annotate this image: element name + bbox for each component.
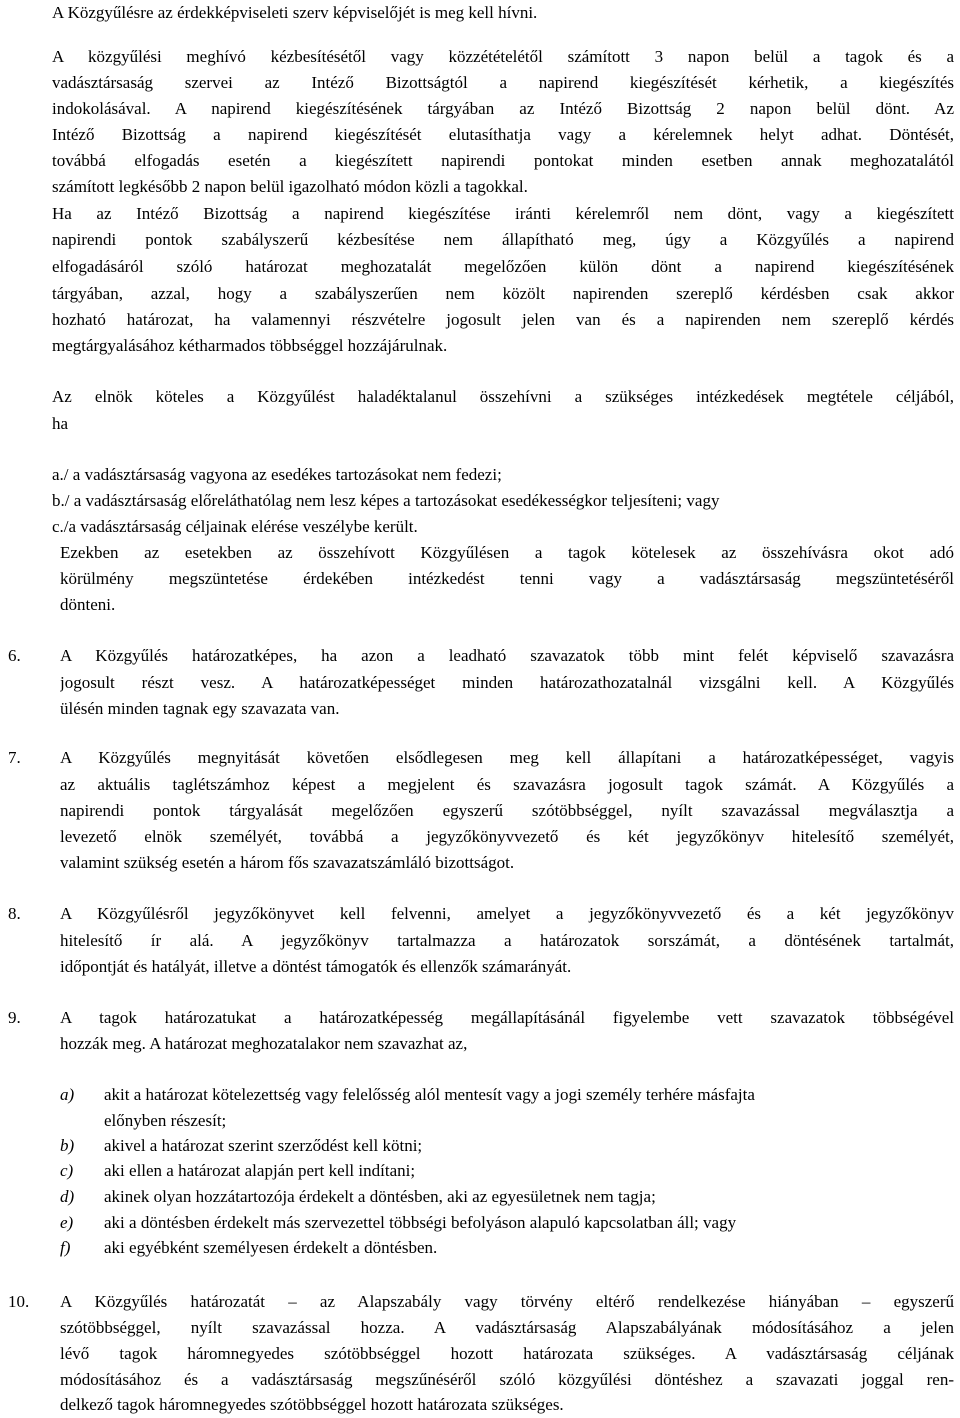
list-item: aki a döntésben érdekelt más szervezettel többségi befolyáson alapuló kapcsolatban áll; vagy — [104, 1213, 737, 1232]
list-item: előnyben részesít; — [104, 1111, 227, 1130]
text-line: ülésén minden tagnak egy szavazata van. — [60, 699, 340, 718]
text-line: napirendi pontok tárgyalását megelőzően egyszerű szótöbbséggel, nyílt szavazással megválasztja a — [60, 801, 954, 820]
text-line: megtárgyalásához kétharmados többséggel hozzájárulnak. — [52, 336, 448, 355]
text-line: napirendi pontok szabályszerű kézbesítése nem állapítható meg, úgy a Közgyűlés a napirend — [52, 230, 954, 249]
section-number: 7. — [8, 748, 21, 767]
text-line: szótöbbséggel, nyílt szavazással hozza. A vadásztársaság Alapszabályának módosításához a jelen — [60, 1318, 954, 1337]
text-line: A Közgyűlés határozatképes, ha azon a leadható szavazatok több mint felét képviselő szavazásra — [60, 646, 954, 665]
section-number: 6. — [8, 646, 21, 665]
text-line: ha — [52, 414, 69, 433]
text-line: hitelesítő ír alá. A jegyzőkönyv tartalmazza a határozatok sorszámát, a döntésének tartalmát, — [60, 931, 954, 950]
text-line: Az elnök köteles a Közgyűlést haladéktalanul összehívni a szükséges intézkedések megtétele céljából, — [52, 387, 954, 406]
list-label: d) — [60, 1187, 75, 1206]
text-line: vadásztársaság szervei az Intéző Bizottságtól a napirend kiegészítését kérhetik, a kiegészítés — [52, 73, 954, 92]
text-line: jogosult részt vesz. A határozatképességet minden határozathozatalnál vizsgálni kell. A Közgyűlés — [60, 673, 954, 692]
text-line: Ha az Intéző Bizottság a napirend kiegészítése iránti kérelemről nem dönt, vagy a kiegészített — [52, 204, 954, 223]
text-line: elfogadásáról szóló határozat meghozatalát megelőzően külön dönt a napirend kiegészítésének — [52, 257, 954, 276]
text-line: valamint szükség esetén a három fős szavazatszámláló bizottságot. — [60, 853, 515, 872]
section-number: 9. — [8, 1008, 21, 1027]
text-line: dönteni. — [60, 595, 116, 614]
text-line: tárgyában, azzal, hogy a szabályszerűen nem közölt napirenden szereplő kérdésben csak akkor — [52, 284, 954, 303]
list-item: akit a határozat kötelezettség vagy felelősség alól mentesít vagy a jogi személy terhére másfajta — [104, 1085, 755, 1104]
text-line: A tagok határozatukat a határozatképesség megállapításánál figyelembe vett szavazatok többségével — [60, 1008, 954, 1027]
list-item: akinek olyan hozzátartozója érdekelt a döntésben, aki az egyesületnek nem tagja; — [104, 1187, 656, 1206]
text-line: körülmény megszüntetése érdekében intézkedést tenni vagy a vadásztársaság megszüntetéséről — [60, 569, 954, 588]
list-item: akivel a határozat szerint szerződést kell kötni; — [104, 1136, 423, 1155]
section-number: 8. — [8, 904, 21, 923]
list-item: aki ellen a határozat alapján pert kell indítani; — [104, 1161, 416, 1180]
list-label: c) — [60, 1161, 74, 1180]
text-line: módosításához és a vadásztársaság megszűnéséről szóló közgyűlési döntéshez a szavazati joggal ren- — [60, 1370, 954, 1389]
text-line: indokolásával. A napirend kiegészítésének tárgyában az Intéző Bizottság 2 napon belül dönt. Az — [52, 99, 954, 118]
section-number: 10. — [8, 1292, 30, 1311]
list-label: a) — [60, 1085, 75, 1104]
text-line: Intéző Bizottság a napirend kiegészítését elutasíthatja vagy a kérelemnek helyt adhat. Döntését, — [52, 125, 954, 144]
text-line: Ezekben az esetekben az összehívott Közgyűlésen a tagok kötelesek az összehívásra okot adó — [60, 543, 954, 562]
text-line: levezető elnök személyét, továbbá a jegyzőkönyvvezető és két jegyzőkönyv hitelesítő személyét, — [60, 827, 954, 846]
text-line: továbbá elfogadás esetén a kiegészített napirendi pontokat minden esetben annak meghozatalától — [52, 151, 954, 170]
list-item: b./ a vadásztársaság előreláthatólag nem lesz képes a tartozásokat esedékességkor teljesíteni; vagy — [52, 491, 720, 510]
text-line: hozható határozat, ha valamennyi részvételre jogosult jelen van és a napirenden nem szereplő kérdés — [52, 310, 954, 329]
list-item: c./a vadásztársaság céljainak elérése veszélybe került. — [52, 517, 418, 536]
text-line: delkező tagok háromnegyedes szótöbbséggel hozott határozata szükséges. — [60, 1395, 564, 1414]
text-line: A Közgyűlés megnyitását követően elsődlegesen meg kell állapítani a határozatképességet, vagyis — [60, 748, 954, 767]
list-label: f) — [60, 1238, 71, 1257]
text-line: az aktuális taglétszámhoz képest a megjelent és szavazásra jogosult tagok számát. A Közgyűlés a — [60, 775, 954, 794]
text-line: A Közgyűlésről jegyzőkönyvet kell felvenni, amelyet a jegyzőkönyvvezető és a két jegyzőkönyv — [60, 904, 954, 923]
text-line: A Közgyűlés határozatát – az Alapszabály vagy törvény eltérő rendelkezése hiányában – egyszerű — [60, 1292, 954, 1311]
list-label: b) — [60, 1136, 75, 1155]
text-line: lévő tagok háromnegyedes szótöbbséggel hozott határozata szükséges. A vadásztársaság céljának — [60, 1344, 954, 1363]
text-line: számított legkésőbb 2 napon belül igazolható módon közli a tagokkal. — [52, 177, 528, 196]
list-item: aki egyébként személyesen érdekelt a döntésben. — [104, 1238, 438, 1257]
text-line: A Közgyűlésre az érdekképviseleti szerv képviselőjét is meg kell hívni. — [52, 3, 538, 22]
list-label: e) — [60, 1213, 74, 1232]
text-line: időpontját és hatályát, illetve a döntést támogatók és ellenzők számarányát. — [60, 957, 572, 976]
text-line: A közgyűlési meghívó kézbesítésétől vagy közzétételétől számított 3 napon belül a tagok és a — [52, 47, 954, 66]
list-item: a./ a vadásztársaság vagyona az esedékes tartozásokat nem fedezi; — [52, 465, 502, 484]
text-line: hozzák meg. A határozat meghozatalakor nem szavazhat az, — [60, 1034, 468, 1053]
